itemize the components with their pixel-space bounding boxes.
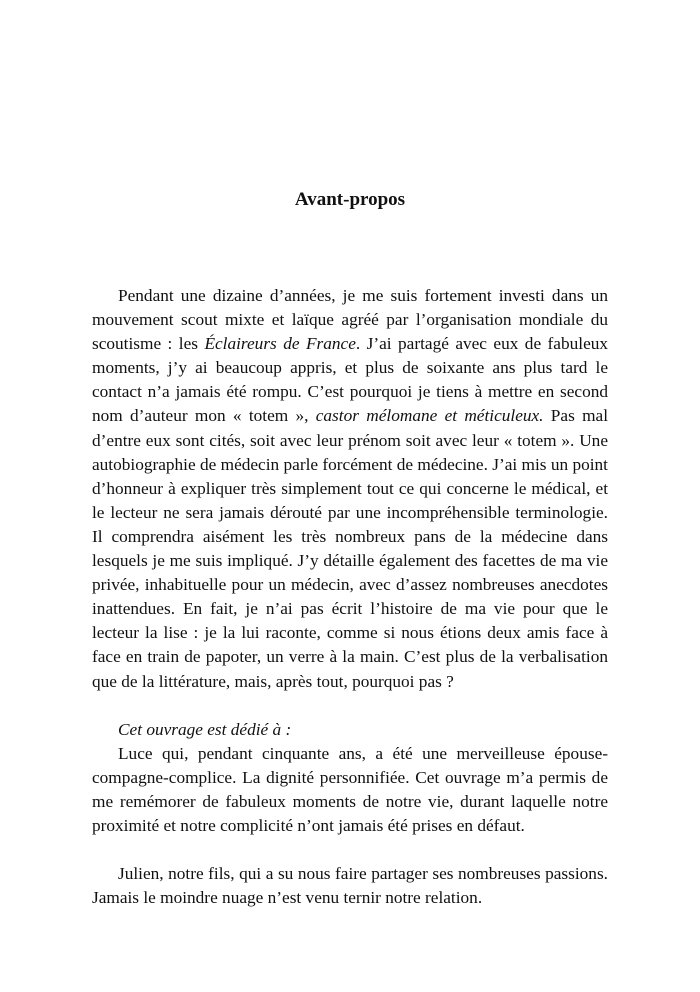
dedication-heading: [92, 718, 608, 742]
intro-text-part3: Pas mal d’entre eux sont cités, soit avec leur prénom soit avec leur « totem ». Une autobiographie de médecin parle forcément de médecine. J’ai mis un point d’honneur à expliquer très simplement tout ce qui concerne le médical, et le lecteur ne sera jamais dérouté par une incompréhensible terminologie. Il comprendra aisément les très nombreux pans de la médecine dans lesquels je me suis impliqué. J’y détaille également des facettes de ma vie privée, inhabituelle pour un médecin, avec d’assez nombreuses anecdotes inattendues. En fait, je n’ai pas écrit l’histoire de ma vie pour que le lecteur la lise : je la lui raconte, comme si nous étions deux amis face à face en train de papoter, un verre à la main. C’est plus de la verbalisation que de la littérature, mais, après tout, pourquoi pas ?: [92, 406, 609, 691]
page-title: Avant-propos: [294, 189, 406, 210]
intro-paragraph: [92, 284, 608, 694]
intro-text-part1: Pendant une dizaine d’années, je me suis fortement investi dans un mouvement scout mixte et laïque agréé par l’organisation mondiale du scoutisme : les: [92, 286, 608, 354]
dedication-heading-text: Cet ouvrage est dédié à :: [118, 719, 292, 739]
paragraph-gap: [92, 694, 608, 718]
intro-text-part2: . J’ai partagé avec eux de fabuleux moments, j’y ai beaucoup appris, et plus de soixante ans plus tard le contact n’a jamais été rompu. C’est pourquoi je tiens à mettre en second nom d’auteur mon « totem »,: [92, 334, 609, 426]
intro-italic-totem: castor mélomane et méticuleux.: [315, 406, 544, 426]
dedication-luce-paragraph: Luce qui, pendant cinquante ans, a été une merveilleuse épouse-compagne-complice. La dignité personnifiée. Cet ouvrage m’a permis de me remémorer de fabuleux moments de notre vie, durant laquelle notre proximité et notre complicité n’ont jamais été prises en défaut.: [92, 743, 608, 835]
intro-italic-organisation: Éclaireurs de France: [204, 334, 356, 354]
dedication-julien-paragraph: Julien, notre fils, qui a su nous faire partager ses nombreuses passions. Jamais le moindre nuage n’est venu ternir notre relation.: [92, 864, 608, 908]
body-text: [92, 284, 608, 910]
paragraph-gap: [92, 838, 608, 862]
